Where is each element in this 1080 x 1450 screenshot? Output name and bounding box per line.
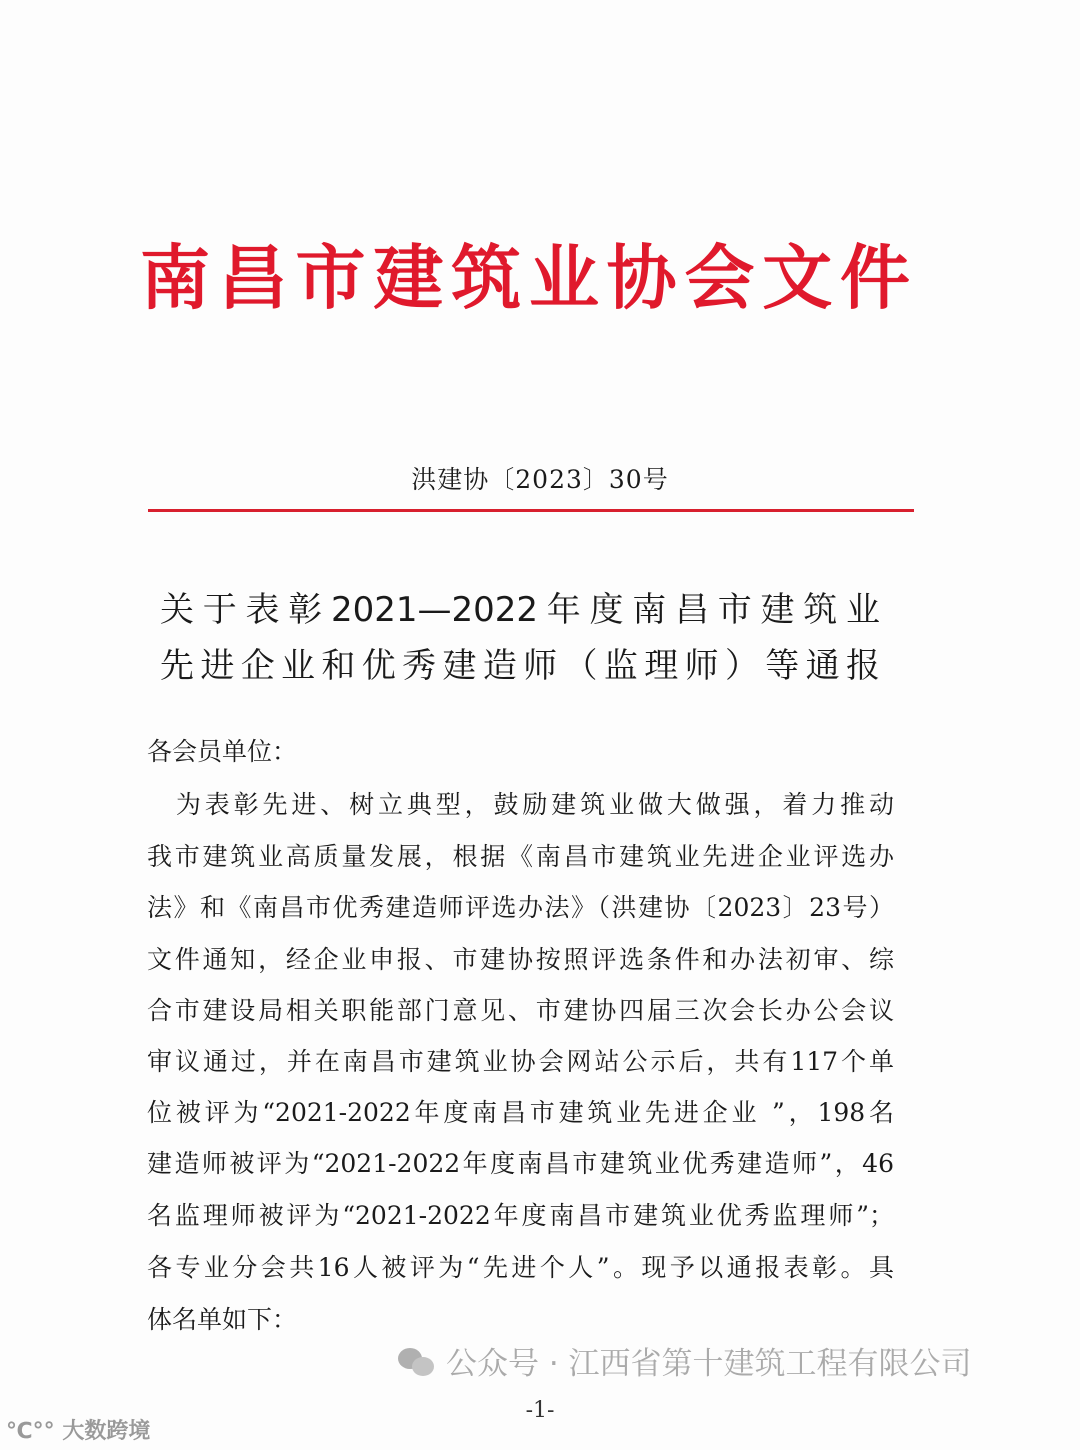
watermark-text: 公众号 · 江西省第十建筑工程有限公司 [446,1346,972,1382]
wechat-watermark [398,1345,972,1383]
brand-watermark [6,1414,150,1445]
body-line: 审议通过，并在南昌市建筑业协会网站公示后，共有117个单 [147,1047,894,1076]
body-line: 我市建筑业高质量发展，根据《南昌市建筑业先进企业评选办 [147,842,894,871]
body-line: 各专业分会共16人被评为“先进个人”。现予以通报表彰。具 [147,1253,894,1282]
wechat-icon [398,1348,436,1378]
body-line: 法》和《南昌市优秀建造师评选办法》（洪建协〔2023〕23号） [147,893,894,922]
heading-line-1: 关于表彰2021—2022年度南昌市建筑业 [160,590,880,630]
issuer-title: 南昌市建筑业协会文件 [140,236,915,319]
body-line: 位被评为“2021-2022年度南昌市建筑业先进企业 ”，198名 [147,1098,894,1127]
body-line: 建造师被评为“2021-2022年度南昌市建筑业优秀建造师”，46 [147,1149,894,1178]
body-line: 为表彰先进、树立典型，鼓励建筑业做大做强，着力推动 [147,790,894,819]
salutation: 各会员单位： [147,737,298,766]
body-line: 名监理师被评为“2021-2022年度南昌市建筑业优秀监理师”； [147,1201,894,1230]
brand-text: 大数跨境 [62,1419,151,1444]
heading-line-2: 先进企业和优秀建造师（监理师）等通报 [160,646,880,686]
brand-logo-icon: ℃°° [6,1419,55,1444]
body-line: 合市建设局相关职能部门意见、市建协四届三次会长办公会议 [147,996,894,1025]
body-line: 体名单如下： [147,1305,298,1334]
document-number: 洪建协〔2023〕30号 [411,465,669,494]
red-divider [148,509,914,512]
body-line: 文件通知，经企业申报、市建协按照评选条件和办法初审、综 [147,945,894,974]
page-number: -1- [525,1398,555,1423]
